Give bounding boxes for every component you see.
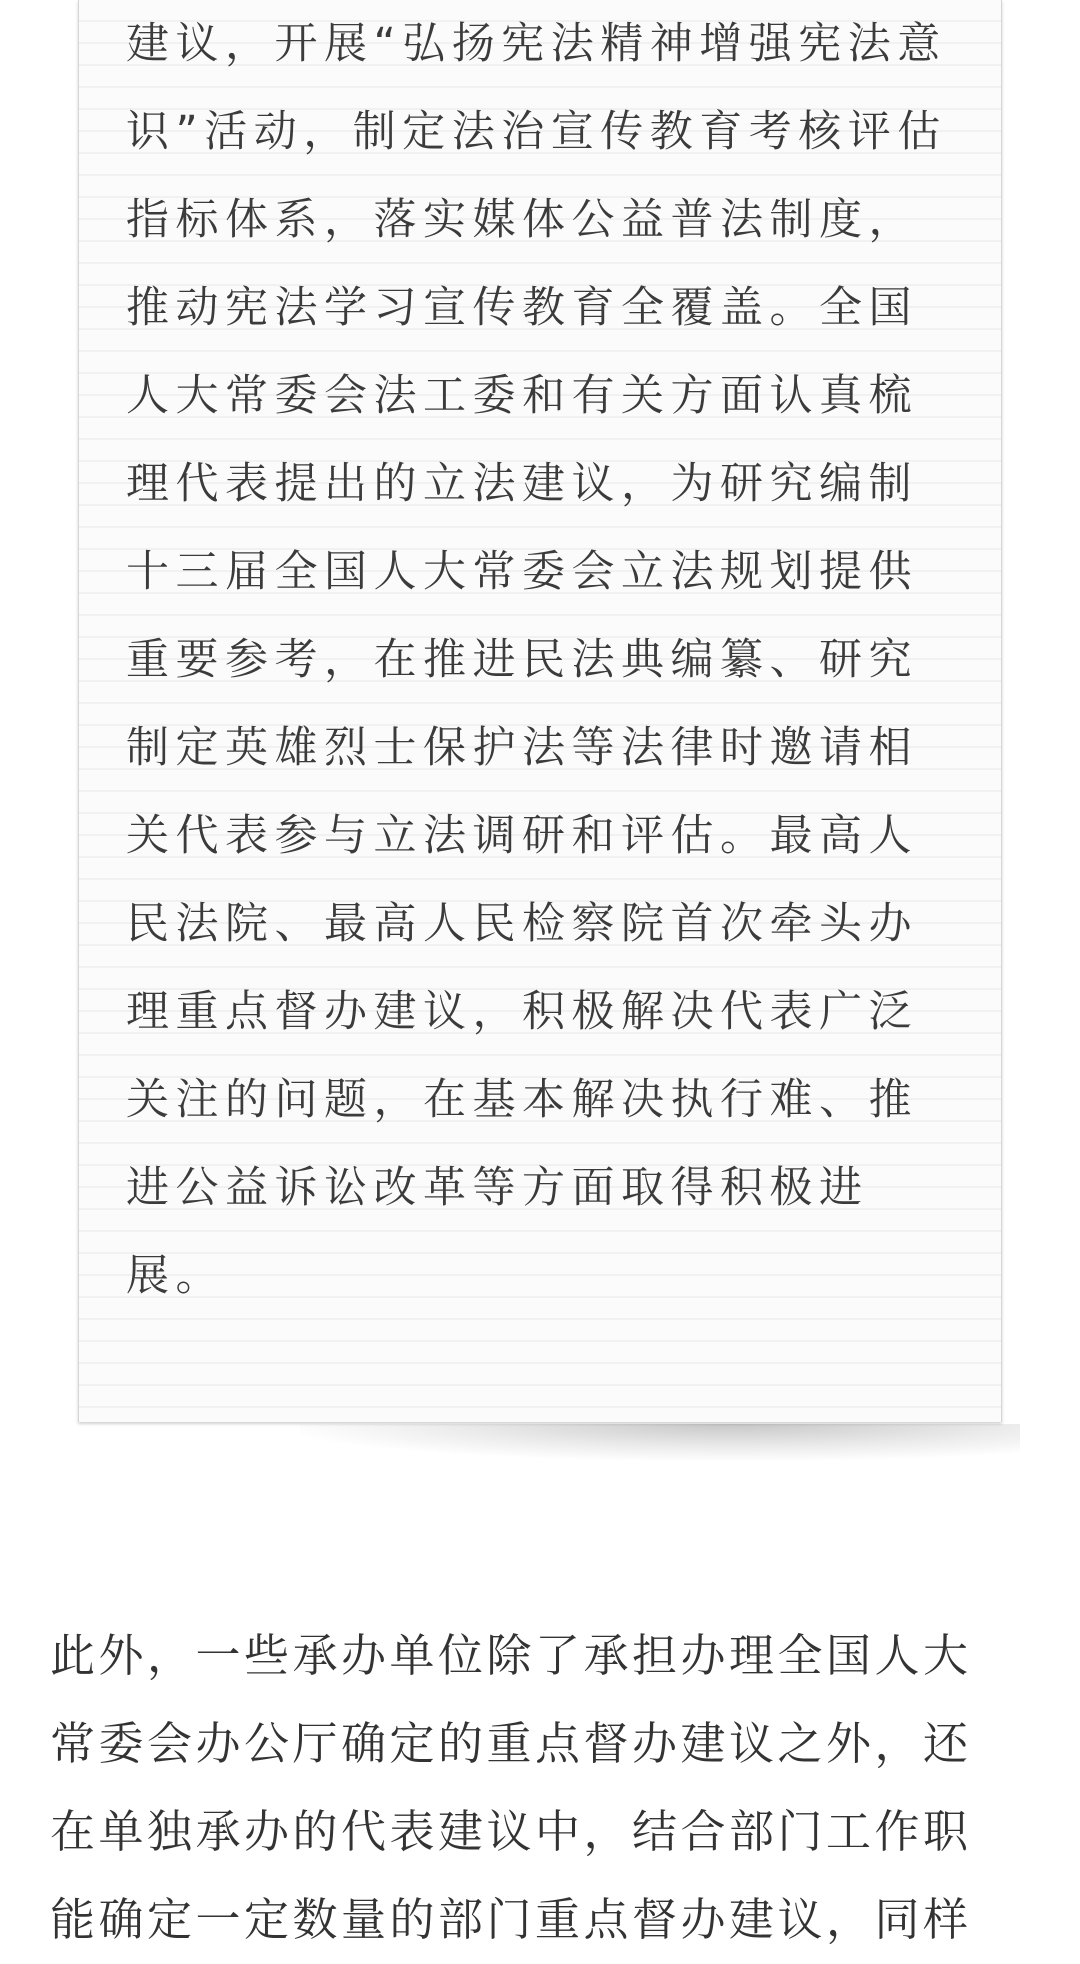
quote-card	[78, 0, 1002, 1422]
quote-line: 进公益诉讼改革等方面取得积极进	[126, 1163, 869, 1213]
quote-line: 关代表参与立法调研和评估。最高人	[126, 811, 918, 861]
body-line: 能确定一定数量的部门重点督办建议，同样	[50, 1893, 972, 1946]
quote-line: 关注的问题，在基本解决执行难、推	[126, 1075, 918, 1125]
body-line: 常委会办公厅确定的重点督办建议之外，还	[50, 1717, 972, 1770]
quote-line: 指标体系，落实媒体公益普法制度，	[126, 195, 918, 245]
quote-line: 识”活动，制定法治宣传教育考核评估	[126, 107, 947, 157]
body-paragraph	[50, 1612, 1040, 1964]
quote-line: 建议，开展“弘扬宪法精神增强宪法意	[126, 19, 947, 69]
quote-line: 推动宪法学习宣传教育全覆盖。全国	[126, 283, 918, 333]
quote-line: 人大常委会法工委和有关方面认真梳	[126, 371, 918, 421]
quote-line: 理重点督办建议，积极解决代表广泛	[126, 987, 918, 1037]
quote-line: 理代表提出的立法建议，为研究编制	[126, 459, 918, 509]
quote-line: 重要参考，在推进民法典编纂、研究	[126, 635, 918, 685]
quote-line: 制定英雄烈士保护法等法律时邀请相	[126, 723, 918, 773]
body-line: 在单独承办的代表建议中，结合部门工作职	[50, 1805, 972, 1858]
quote-line: 十三届全国人大常委会立法规划提供	[126, 547, 918, 597]
quote-line: 民法院、最高人民检察院首次牵头办	[126, 899, 918, 949]
body-line: 此外，一些承办单位除了承担办理全国人大	[50, 1629, 972, 1682]
quote-card-shadow	[300, 1424, 1020, 1460]
quote-line: 展。	[126, 1251, 225, 1301]
quote-card-text	[126, 0, 946, 1320]
